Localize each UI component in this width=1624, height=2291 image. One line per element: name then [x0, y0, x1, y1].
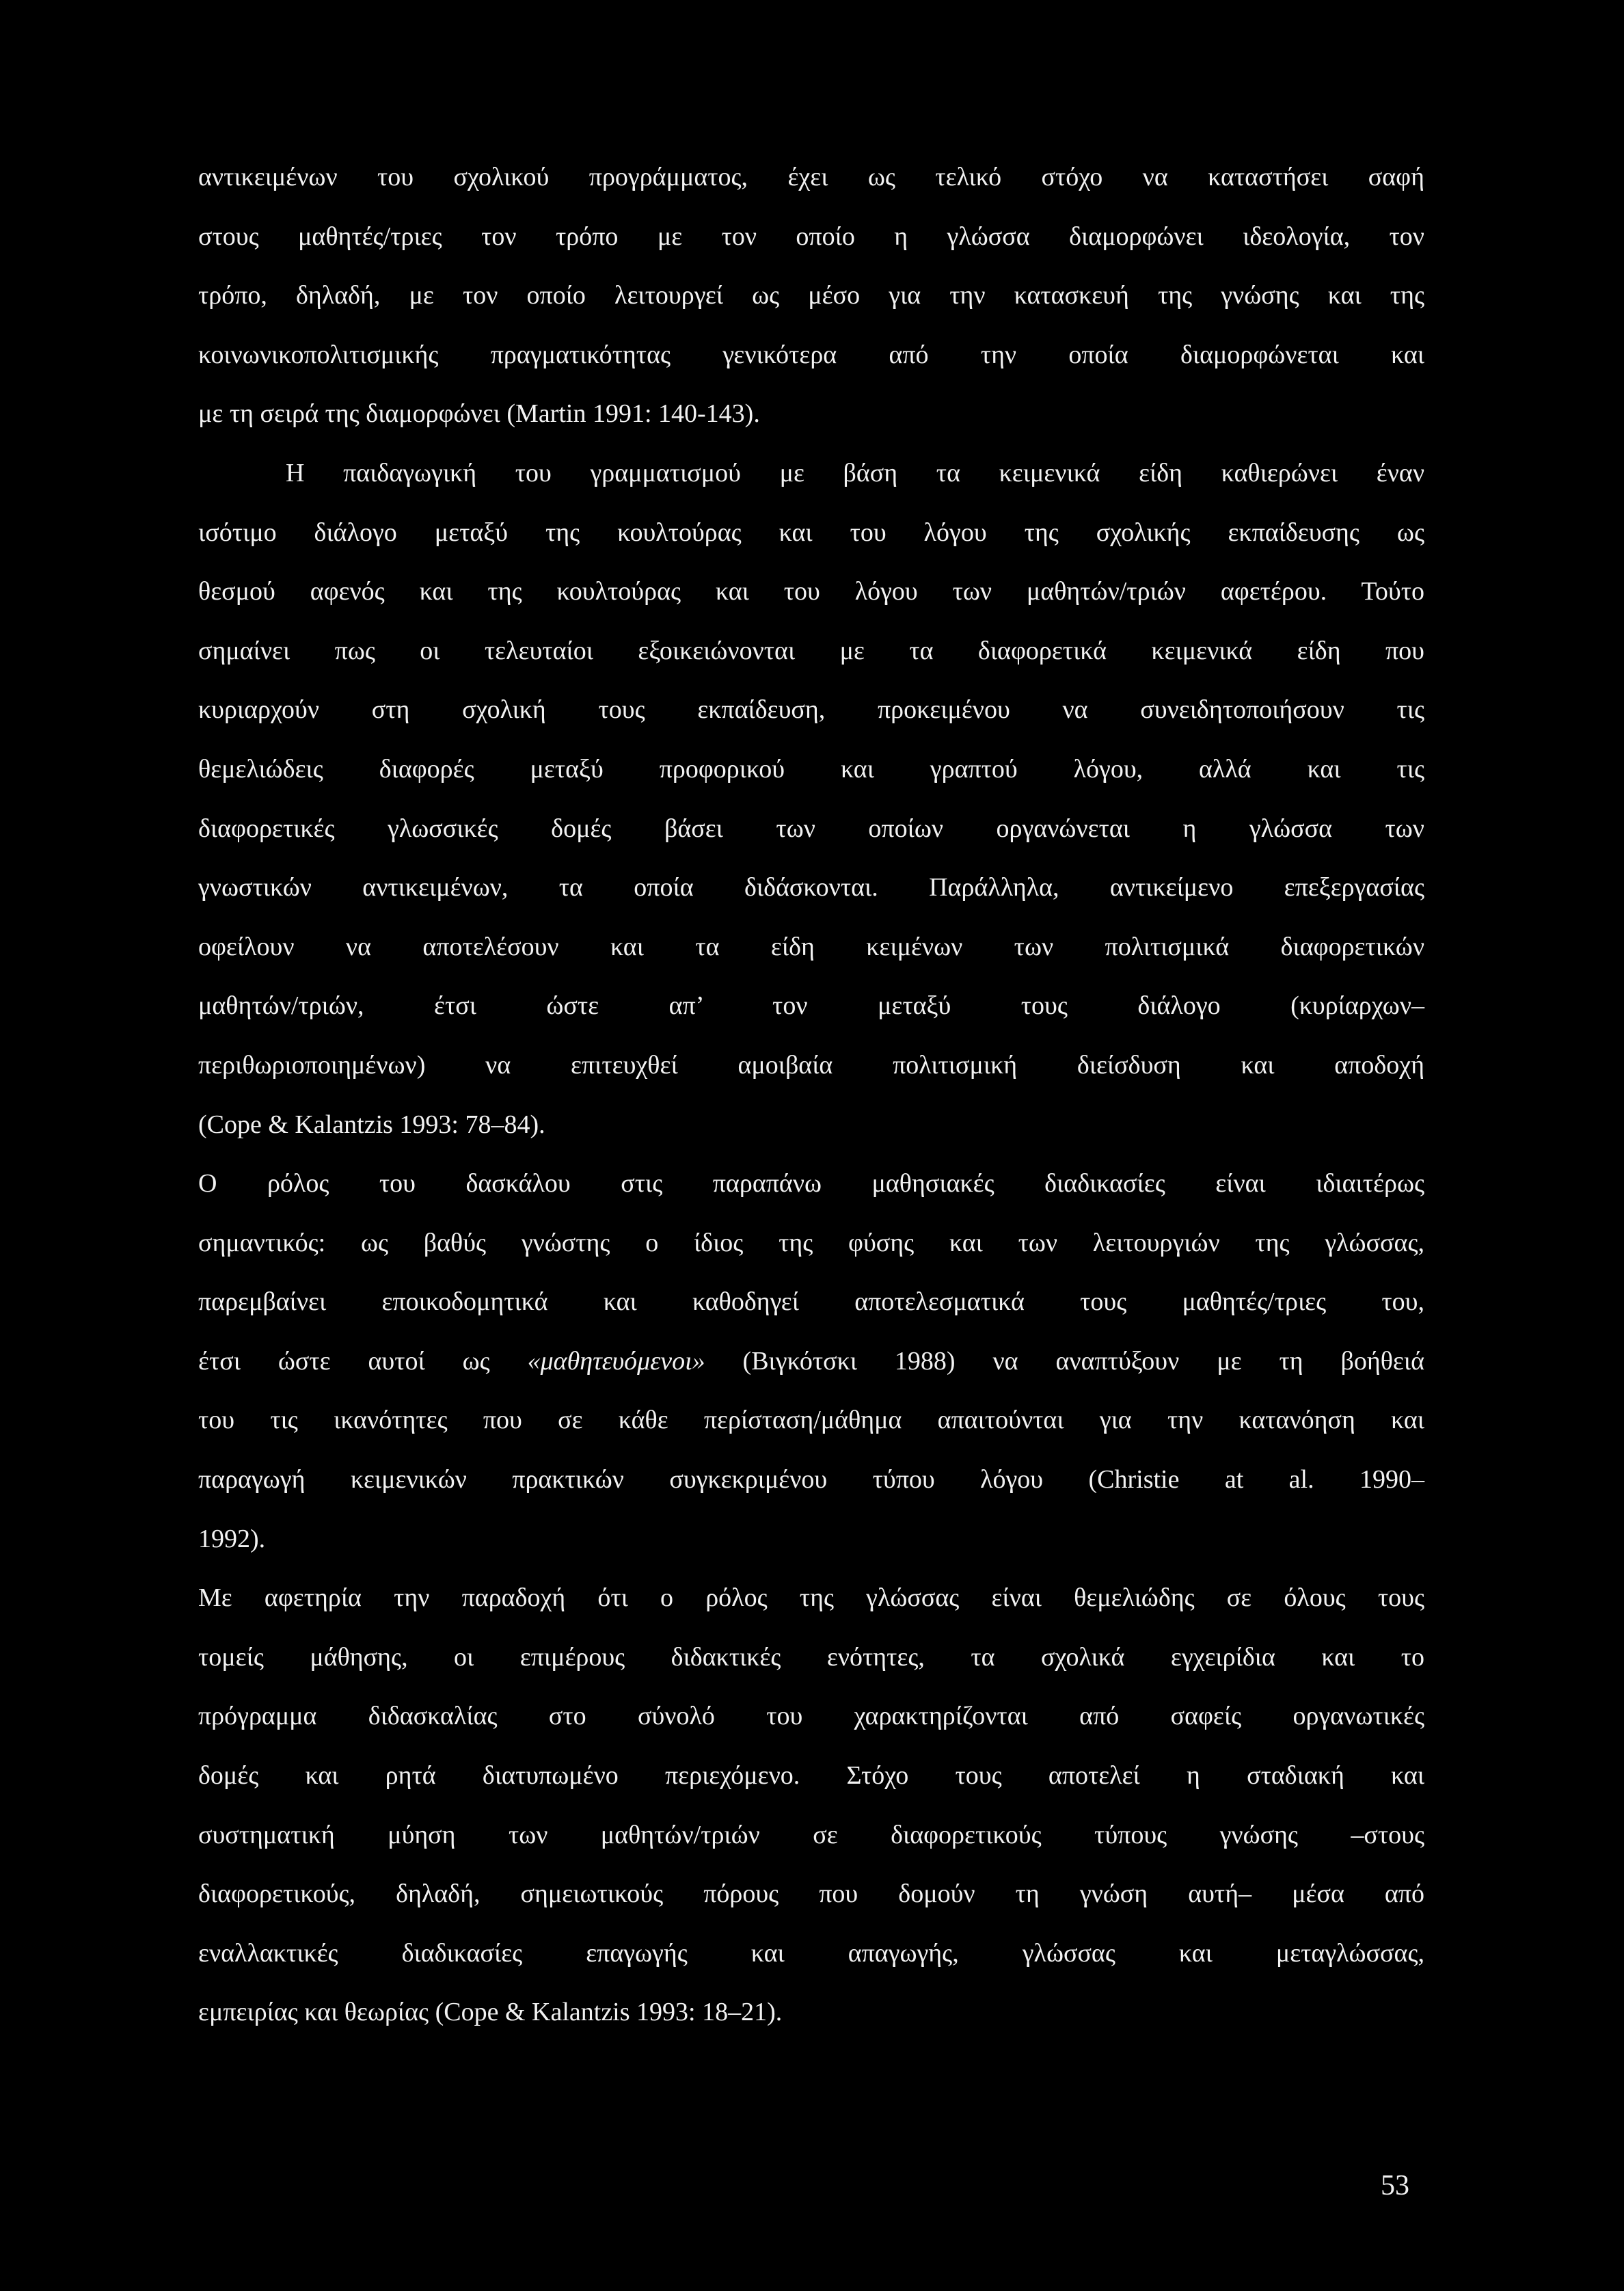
text-segment: έτσι ώστε αυτοί ως	[198, 1346, 528, 1376]
text-line: τρόπο, δηλαδή, με τον οποίο λειτουργεί ως μέσο για την κατασκευή της γνώσης και της	[198, 281, 1424, 310]
text-line: τομείς μάθησης, οι επιμέρους διδακτικές ενότητες, τα σχολικά εγχειρίδια και το	[198, 1642, 1424, 1672]
text-line: θεσμού αφενός και της κουλτούρας και του λόγου των μαθητών/τριών αφετέρου. Τούτο	[198, 577, 1424, 606]
text-line-with-italic-term	[198, 1332, 1424, 1391]
text-line: στους μαθητές/τριες τον τρόπο με τον οποίο η γλώσσα διαμορφώνει ιδεολογία, τον	[198, 222, 1424, 251]
paragraph-first-line: Ο ρόλος του δασκάλου στις παραπάνω μαθησιακές διαδικασίες είναι ιδιαιτέρως	[198, 1169, 1424, 1198]
body-text	[198, 148, 1424, 2042]
text-line: εμπειρίας και θεωρίας (Cope & Kalantzis 1993: 18–21).	[198, 1998, 783, 2027]
text-segment: (Βιγκότσκι 1988) να αναπτύξουν με τη βοήθειά	[705, 1346, 1425, 1376]
text-line: (Cope & Kalantzis 1993: 78–84).	[198, 1110, 545, 1139]
paragraph-first-line: Με αφετηρία την παραδοχή ότι ο ρόλος της γλώσσας είναι θεμελιώδης σε όλους τους	[198, 1583, 1424, 1613]
text-line: παρεμβαίνει εποικοδομητικά και καθοδηγεί αποτελεσματικά τους μαθητές/τριες του,	[198, 1287, 1424, 1317]
text-line: εναλλακτικές διαδικασίες επαγωγής και απαγωγής, γλώσσας και μεταγλώσσας,	[198, 1938, 1424, 1968]
paragraph-first-line: Η παιδαγωγική του γραμματισμού με βάση τα κειμενικά είδη καθιερώνει έναν	[286, 458, 1424, 487]
text-line: περιθωριοποιημένων) να επιτευχθεί αμοιβαία πολιτισμική διείσδυση και αποδοχή	[198, 1050, 1424, 1080]
text-line: πρόγραμμα διδασκαλίας στο σύνολό του χαρακτηρίζονται από σαφείς οργανωτικές	[198, 1702, 1424, 1731]
text-line: οφείλουν να αποτελέσουν και τα είδη κειμένων των πολιτισμικά διαφορετικών	[198, 932, 1424, 961]
text-line: διαφορετικούς, δηλαδή, σημειωτικούς πόρους που δομούν τη γνώση αυτή– μέσα από	[198, 1879, 1424, 1909]
text-line: διαφορετικές γλωσσικές δομές βάσει των οποίων οργανώνεται η γλώσσα των	[198, 814, 1424, 843]
text-line: σημαίνει πως οι τελευταίοι εξοικειώνονται με τα διαφορετικά κειμενικά είδη που	[198, 636, 1424, 665]
text-line: θεμελιώδεις διαφορές μεταξύ προφορικού και γραπτού λόγου, αλλά και τις	[198, 754, 1424, 783]
text-line: γνωστικών αντικειμένων, τα οποία διδάσκονται. Παράλληλα, αντικείμενο επεξεργασίας	[198, 873, 1424, 902]
page-number: 53	[1381, 2170, 1409, 2201]
text-line: με τη σειρά της διαμορφώνει (Martin 1991: 140-143).	[198, 399, 760, 429]
text-line: του τις ικανότητες που σε κάθε περίσταση/μάθημα απαιτούνται για την κατανόηση και	[198, 1406, 1424, 1435]
text-line: συστηματική μύηση των μαθητών/τριών σε διαφορετικούς τύπους γνώσης –στους	[198, 1820, 1424, 1849]
text-line: ισότιμο διάλογο μεταξύ της κουλτούρας και του λόγου της σχολικής εκπαίδευσης ως	[198, 518, 1424, 547]
text-line: δομές και ρητά διατυπωμένο περιεχόμενο. Στόχο τους αποτελεί η σταδιακή και	[198, 1761, 1424, 1791]
text-line: κυριαρχούν στη σχολική τους εκπαίδευση, προκειμένου να συνειδητοποιήσουν τις	[198, 695, 1424, 725]
text-line: κοινωνικοπολιτισμικής πραγματικότητας γενικότερα από την οποία διαμορφώνεται και	[198, 340, 1424, 369]
text-line: σημαντικός: ως βαθύς γνώστης ο ίδιος της φύσης και των λειτουργιών της γλώσσας,	[198, 1228, 1424, 1257]
text-line: μαθητών/τριών, έτσι ώστε απ’ τον μεταξύ τους διάλογο (κυρίαρχων–	[198, 991, 1424, 1021]
italic-term: «μαθητευόμενοι»	[527, 1346, 705, 1376]
text-line: παραγωγή κειμενικών πρακτικών συγκεκριμένου τύπου λόγου (Christie at al. 1990–	[198, 1465, 1424, 1495]
text-line: 1992).	[198, 1524, 266, 1553]
text-line: αντικειμένων του σχολικού προγράμματος, έχει ως τελικό στόχο να καταστήσει σαφή	[198, 163, 1424, 191]
